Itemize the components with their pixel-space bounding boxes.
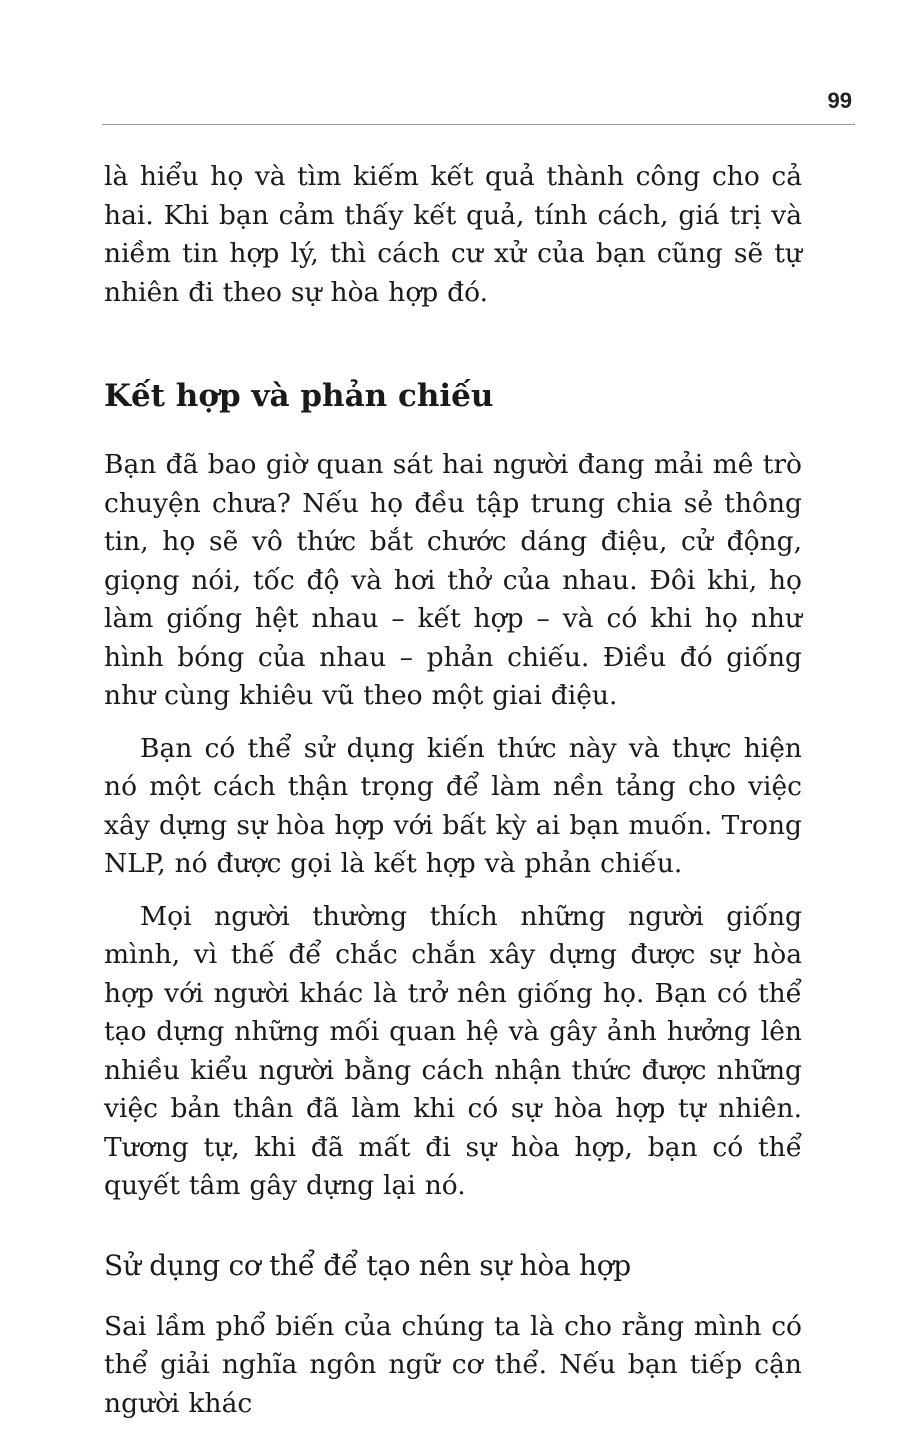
paragraph-continued: là hiểu họ và tìm kiếm kết quả thành công cho cả hai. Khi bạn cảm thấy kết quả, tính cách, giá trị và niềm tin hợp lý, thì cách cư xử của bạn cũng sẽ tự nhiên đi theo sự hòa hợp đó. <box>104 161 802 308</box>
page-number: 99 <box>827 88 852 113</box>
page-body <box>104 158 802 1423</box>
header-rule <box>102 124 855 125</box>
paragraph: Bạn đã bao giờ quan sát hai người đang mải mê trò chuyện chưa? Nếu họ đều tập trung chia sẻ thông tin, họ sẽ vô thức bắt chước dáng điệu, cử động, giọng nói, tốc độ và hơi thở của nhau. Đôi khi, họ làm giống hệt nhau – kết hợp – và có khi họ như hình bóng của nhau – phản chiếu. Điều đó giống như cùng khiêu vũ theo một giai điệu. <box>104 449 802 711</box>
paragraph: Bạn có thể sử dụng kiến thức này và thực hiện nó một cách thận trọng để làm nền tảng cho việc xây dựng sự hòa hợp với bất kỳ ai bạn muốn. Trong NLP, nó được gọi là kết hợp và phản chiếu. <box>104 732 802 879</box>
paragraph: Sai lầm phổ biến của chúng ta là cho rằng mình có thể giải nghĩa ngôn ngữ cơ thể. Nếu bạn tiếp cận người khác <box>104 1310 802 1419</box>
section-heading: Kết hợp và phản chiếu <box>104 378 494 414</box>
subsection-heading: Sử dụng cơ thể để tạo nên sự hòa hợp <box>104 1248 631 1282</box>
paragraph: Mọi người thường thích những người giống mình, vì thế để chắc chắn xây dựng được sự hòa hợp với người khác là trở nên giống họ. Bạn có thể tạo dựng những mối quan hệ và gây ảnh hưởng lên nhiều kiểu người bằng cách nhận thức được những việc bản thân đã làm khi có sự hòa hợp tự nhiên. Tương tự, khi đã mất đi sự hòa hợp, bạn có thể quyết tâm gây dựng lại nó. <box>104 900 802 1201</box>
